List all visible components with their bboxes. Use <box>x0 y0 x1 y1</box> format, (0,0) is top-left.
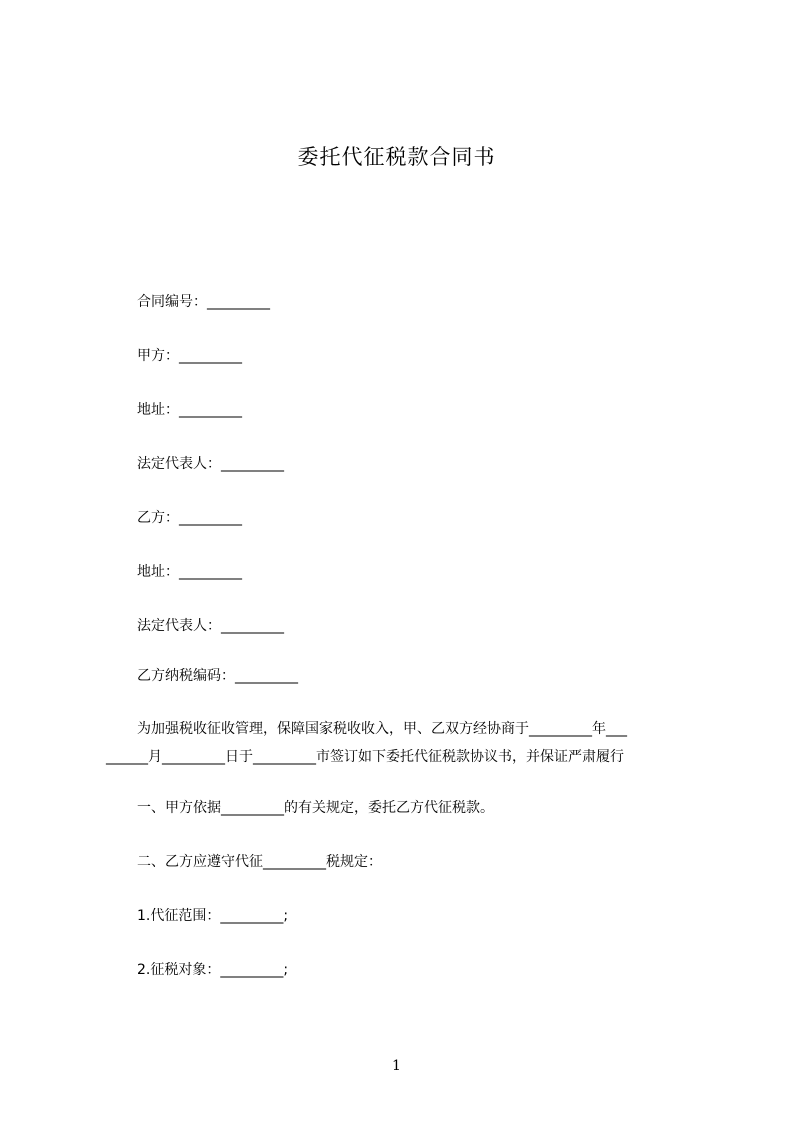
intro-paragraph <box>106 715 706 771</box>
document-title: 委托代征税款合同书 <box>297 145 496 169</box>
party-b-address-field: 地址：_________ <box>137 564 242 580</box>
intro-line-1: 为加强税收征收管理，保障国家税收收入，甲、乙双方经协商于_________年___ <box>137 721 627 737</box>
party-a-address-field: 地址：_________ <box>137 402 242 418</box>
party-a-field: 甲方：_________ <box>137 348 242 364</box>
clause-2-item-1: 1.代征范围：_________; <box>137 908 289 924</box>
party-a-representative-field: 法定代表人：_________ <box>137 456 284 472</box>
clause-2: 二、乙方应遵守代征_________税规定： <box>137 854 382 870</box>
page-number: 1 <box>392 1058 401 1074</box>
intro-line-2: ______月_________日于_________市签订如下委托代征税款协议书，并保证严肃履行 <box>106 749 624 765</box>
contract-number-field: 合同编号：_________ <box>137 294 270 310</box>
clause-1: 一、甲方依据_________的有关规定，委托乙方代征税款。 <box>137 800 494 816</box>
party-b-tax-id-field: 乙方纳税编码：_________ <box>137 668 298 684</box>
party-b-field: 乙方：_________ <box>137 510 242 526</box>
party-b-representative-field: 法定代表人：_________ <box>137 618 284 634</box>
clause-2-item-2: 2.征税对象：_________; <box>137 962 289 978</box>
